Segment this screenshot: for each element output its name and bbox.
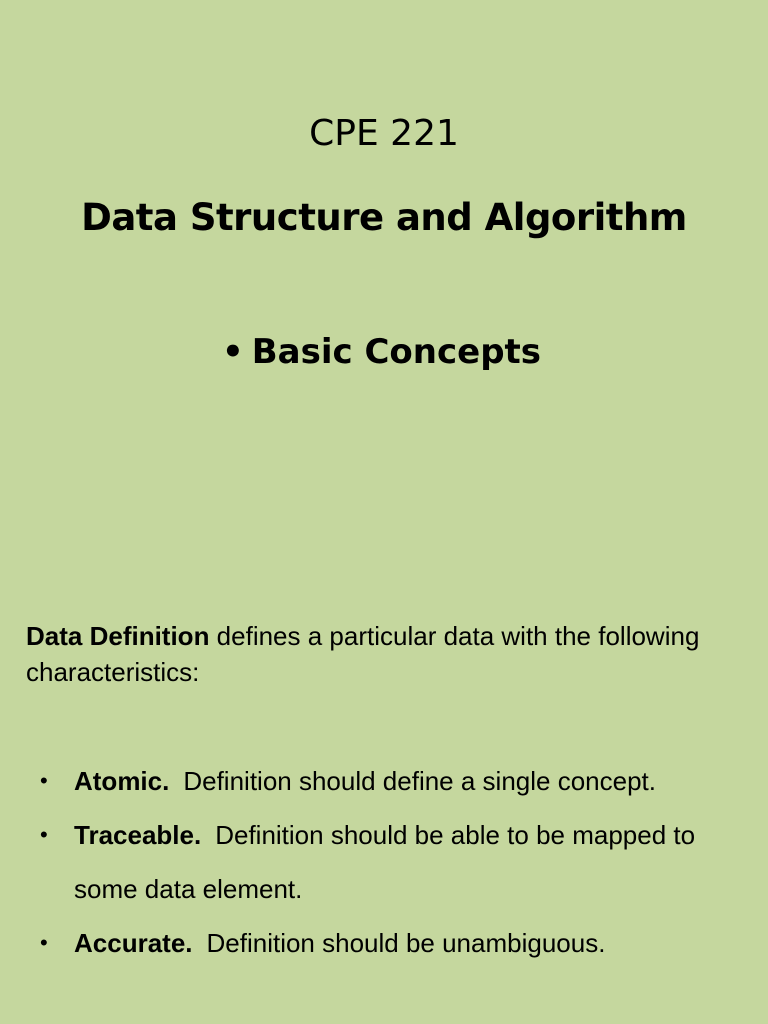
bullet-icon: • (222, 332, 244, 372)
bullet-icon: • (40, 768, 48, 793)
topic-label: Basic Concepts (251, 332, 542, 372)
definition-text: defines a particular data with the following characteristics: (26, 621, 700, 687)
characteristic-description: Definition should be unambiguous. (206, 928, 606, 958)
characteristic-description: Definition should be able to be mapped to some data element. (74, 820, 696, 904)
course-code: CPE 221 (309, 113, 459, 154)
bullet-icon: • (40, 822, 48, 847)
topic-heading (222, 328, 541, 376)
characteristics-list (40, 754, 740, 970)
list-item-traceable (40, 808, 740, 916)
characteristic-name: Accurate. (74, 928, 193, 958)
course-title: Data Structure and Algorithm (81, 196, 687, 239)
definition-term: Data Definition (26, 621, 210, 651)
list-item-accurate (40, 916, 740, 970)
list-item-atomic (40, 754, 740, 808)
characteristic-name: Atomic. (74, 766, 170, 796)
bullet-icon: • (40, 930, 48, 955)
data-definition-paragraph (26, 618, 726, 690)
characteristic-description: Definition should define a single concept. (183, 766, 656, 796)
characteristic-name: Traceable. (74, 820, 202, 850)
